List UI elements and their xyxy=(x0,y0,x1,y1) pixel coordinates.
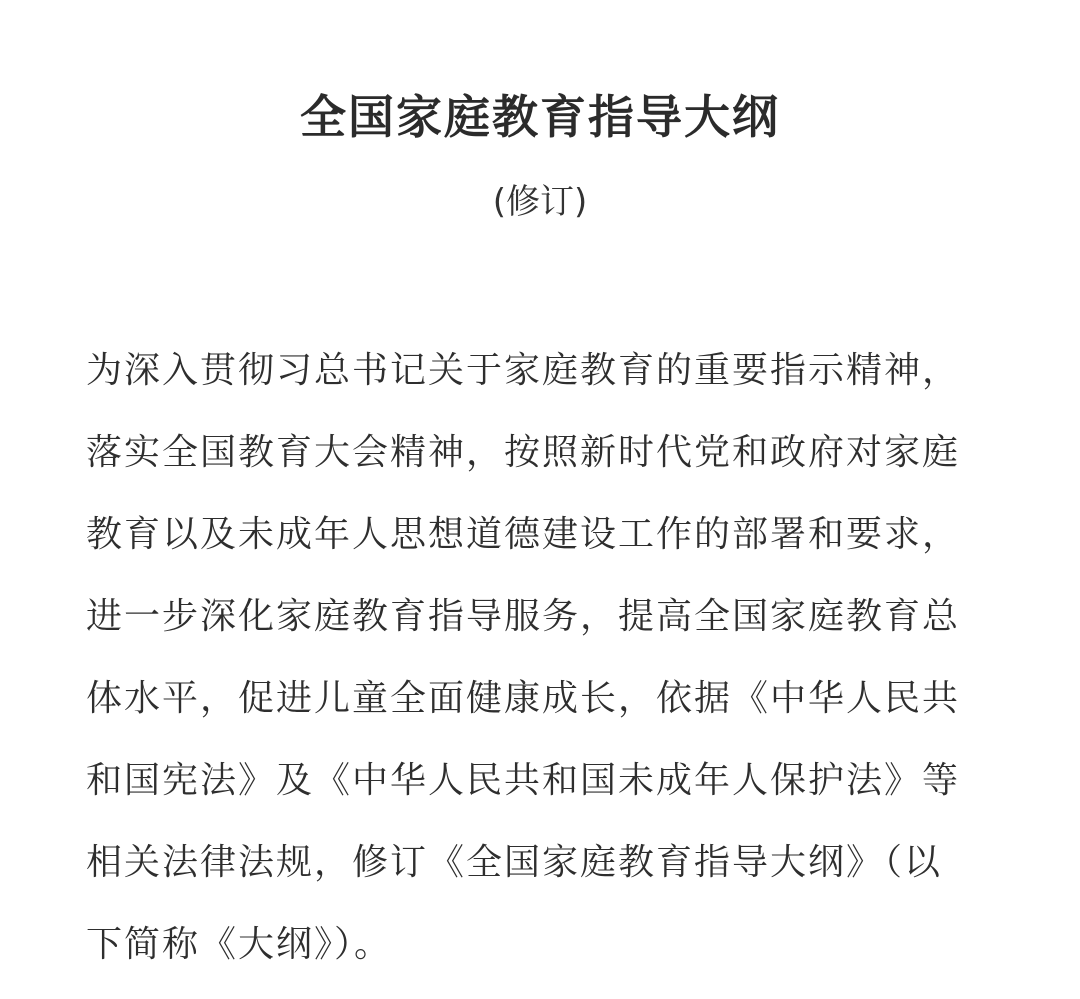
paragraph-line: 和国宪法》及《中华人民共和国未成年人保护法》等 xyxy=(86,760,961,801)
intro-paragraph xyxy=(86,330,1002,986)
document-title: 全国家庭教育指导大纲 xyxy=(300,90,780,144)
paragraph-line: 体水平，促进儿童全面健康成长，依据《中华人民共 xyxy=(86,678,961,719)
paragraph-line: 为深入贯彻习总书记关于家庭教育的重要指示精神， xyxy=(86,350,961,391)
paragraph-line: 下简称《大纲》）。 xyxy=(86,924,393,965)
document-subtitle: (修订) xyxy=(492,182,588,222)
paragraph-line: 教育以及未成年人思想道德建设工作的部署和要求， xyxy=(86,514,961,555)
paragraph-line: 相关法律法规，修订《全国家庭教育指导大纲》（以 xyxy=(86,842,943,883)
paragraph-line: 落实全国教育大会精神，按照新时代党和政府对家庭 xyxy=(86,432,961,473)
paragraph-line: 进一步深化家庭教育指导服务，提高全国家庭教育总 xyxy=(86,596,961,637)
